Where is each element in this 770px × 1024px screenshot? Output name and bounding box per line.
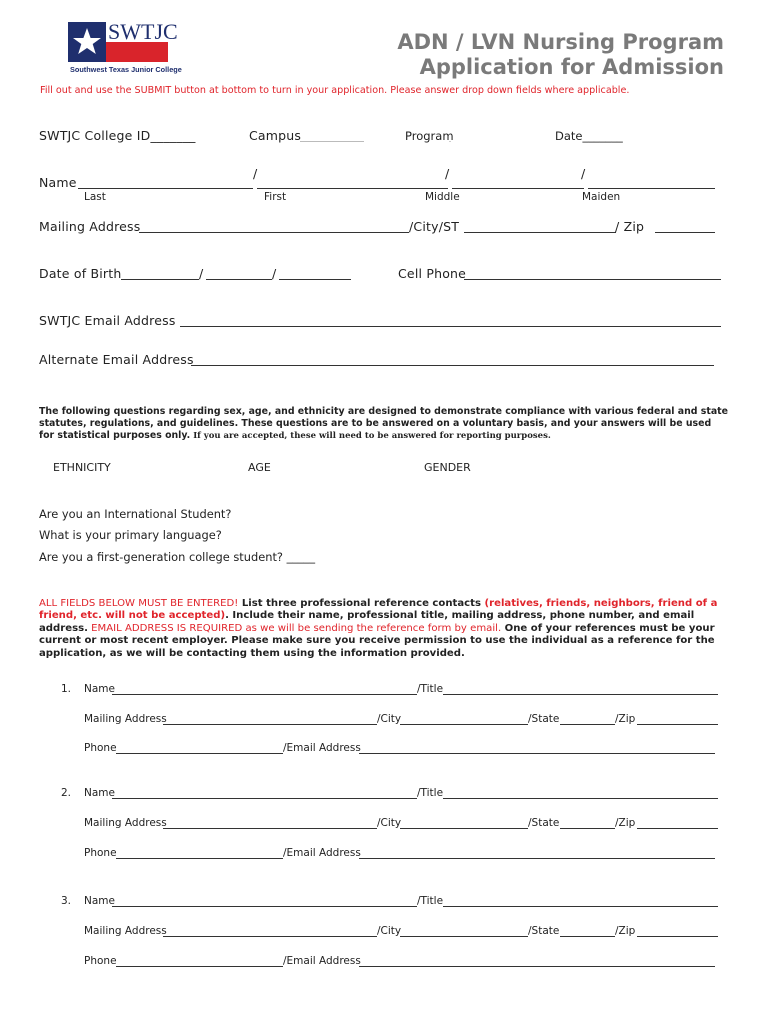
dob-year-input[interactable] — [279, 279, 351, 280]
ref-zip-label: /Zip — [615, 817, 636, 829]
ref-phone-input[interactable] — [116, 858, 283, 859]
cell-phone-label: Cell Phone — [398, 266, 467, 281]
ref-number: 2. — [61, 787, 72, 799]
references-instructions — [39, 598, 729, 660]
ref-name-label: Name — [84, 895, 115, 907]
city-st-label: /City/ST — [409, 219, 460, 234]
name-label: Name — [39, 175, 77, 190]
compliance-small-text: If you are accepted, these will need to be answered for reporting purposes. — [193, 431, 551, 442]
ref-bold-3: One of your references must be your current or most recent employer. Please make sure you receive permission to use the individual as a reference for the application, as we will be contacting them using the information provided. — [39, 622, 715, 659]
ref-zip-label: /Zip — [615, 925, 636, 937]
ref-number: 1. — [61, 683, 72, 695]
ref-zip-input[interactable] — [637, 936, 718, 937]
ref-zip-input[interactable] — [637, 724, 718, 725]
compliance-bold-text: The following questions regarding sex, age, and ethnicity are designed to demonstrate compliance with various federal and state statutes, regulations, and guidelines. These questions are to be answered on a voluntary basis, and your answers will be used for statistical purposes only. — [39, 406, 728, 442]
ref-bold-2: . Include their name, professional title, mailing address, phone number, and email address. — [39, 610, 695, 634]
ref-city-label: /City — [377, 925, 402, 937]
mailing-address-input[interactable] — [139, 232, 409, 233]
title-line-2: Application for Admission — [419, 55, 724, 79]
ref-state-input[interactable] — [560, 936, 615, 937]
slash-3: / — [581, 166, 586, 181]
dob-day-input[interactable] — [206, 279, 272, 280]
city-st-input[interactable] — [464, 232, 616, 233]
zip-input[interactable] — [655, 232, 715, 233]
dob-month-input[interactable] — [121, 279, 199, 280]
ref-name-input[interactable] — [112, 694, 417, 695]
last-name-input[interactable] — [78, 188, 253, 189]
ref-state-label: /State — [528, 817, 560, 829]
dob-slash-2: / — [272, 266, 277, 281]
program-dropdown[interactable]: Program — [405, 129, 454, 143]
ref-email-input[interactable] — [359, 858, 715, 859]
ref-email-label: /Email Address — [283, 742, 361, 754]
ref-mailing-label: Mailing Address — [84, 925, 167, 937]
ref-email-label: /Email Address — [283, 847, 361, 859]
mailing-address-label: Mailing Address — [39, 219, 141, 234]
ref-name-label: Name — [84, 787, 115, 799]
logo-subtext: Southwest Texas Junior College — [70, 65, 182, 74]
language-question[interactable]: What is your primary language? — [39, 528, 222, 542]
ref-mailing-input[interactable] — [163, 828, 377, 829]
college-id-field[interactable]: SWTJC College ID_______ — [39, 128, 196, 143]
ref-state-label: /State — [528, 925, 560, 937]
ref-mailing-label: Mailing Address — [84, 713, 167, 725]
first-name-input[interactable] — [257, 188, 448, 189]
ref-zip-label: /Zip — [615, 713, 636, 725]
ref-title-label: /Title — [417, 683, 444, 695]
campus-label: Campus — [249, 128, 302, 143]
ref-red-3: EMAIL ADDRESS IS REQUIRED as we will be sending the reference form by email. — [87, 622, 502, 634]
compliance-note — [39, 406, 729, 443]
campus-dropdown[interactable] — [300, 141, 364, 142]
ref-state-input[interactable] — [560, 828, 615, 829]
zip-label: / Zip — [615, 219, 645, 234]
ref-title-label: /Title — [417, 895, 444, 907]
maiden-caption: Maiden — [582, 191, 621, 203]
first-gen-question[interactable]: Are you a first-generation college student? _____ — [39, 550, 316, 564]
ref-red-2: (relatives, friends, neighbors, friend of a friend, etc. will not be accepted) — [39, 598, 718, 622]
ref-phone-label: Phone — [84, 955, 117, 967]
ref-state-input[interactable] — [560, 724, 615, 725]
instruction-text: Fill out and use the SUBMIT button at bottom to turn in your application. Please answer drop down fields where applicable. — [40, 85, 630, 96]
ref-number: 3. — [61, 895, 72, 907]
slash-1: / — [253, 166, 258, 181]
alt-email-label: Alternate Email Address — [39, 352, 194, 367]
ref-city-input[interactable] — [400, 828, 528, 829]
slash-2: / — [445, 166, 450, 181]
ref-email-label: /Email Address — [283, 955, 361, 967]
cell-phone-input[interactable] — [464, 279, 721, 280]
date-field[interactable]: Date_______ — [555, 129, 623, 143]
ref-title-input[interactable] — [443, 694, 718, 695]
ref-city-label: /City — [377, 713, 402, 725]
ref-mailing-input[interactable] — [163, 936, 377, 937]
swtjc-email-label: SWTJC Email Address — [39, 313, 176, 328]
ref-name-label: Name — [84, 683, 115, 695]
gender-dropdown[interactable]: GENDER — [424, 461, 471, 474]
middle-name-input[interactable] — [452, 188, 584, 189]
ref-mailing-label: Mailing Address — [84, 817, 167, 829]
ref-phone-input[interactable] — [116, 753, 283, 754]
ref-title-input[interactable] — [443, 906, 718, 907]
ref-phone-label: Phone — [84, 742, 117, 754]
international-question[interactable]: Are you an International Student? — [39, 507, 232, 521]
last-caption: Last — [84, 191, 106, 203]
ref-name-input[interactable] — [112, 906, 417, 907]
dob-label: Date of Birth — [39, 266, 122, 281]
ref-email-input[interactable] — [359, 753, 715, 754]
first-caption: First — [264, 191, 287, 203]
age-dropdown[interactable]: AGE — [248, 461, 271, 474]
alt-email-input[interactable] — [191, 365, 714, 366]
ethnicity-dropdown[interactable]: ETHNICITY — [53, 461, 111, 474]
ref-phone-label: Phone — [84, 847, 117, 859]
title-line-1: ADN / LVN Nursing Program — [397, 30, 724, 54]
ref-mailing-input[interactable] — [163, 724, 377, 725]
logo-text: SWTJC — [108, 19, 178, 44]
ref-city-input[interactable] — [400, 724, 528, 725]
ref-name-input[interactable] — [112, 798, 417, 799]
ref-state-label: /State — [528, 713, 560, 725]
middle-caption: Middle — [425, 191, 460, 203]
ref-title-label: /Title — [417, 787, 444, 799]
swtjc-email-input[interactable] — [180, 326, 721, 327]
ref-bold-1: List three professional reference contacts — [238, 598, 485, 609]
program-underline — [449, 141, 451, 142]
ref-title-input[interactable] — [443, 798, 718, 799]
swtjc-logo — [68, 14, 182, 76]
maiden-name-input[interactable] — [588, 188, 715, 189]
ref-red-1: ALL FIELDS BELOW MUST BE ENTERED! — [39, 598, 239, 609]
ref-email-input[interactable] — [359, 966, 715, 967]
ref-city-input[interactable] — [400, 936, 528, 937]
ref-city-label: /City — [377, 817, 402, 829]
dob-slash-1: / — [199, 266, 204, 281]
ref-zip-input[interactable] — [637, 828, 718, 829]
ref-phone-input[interactable] — [116, 966, 283, 967]
